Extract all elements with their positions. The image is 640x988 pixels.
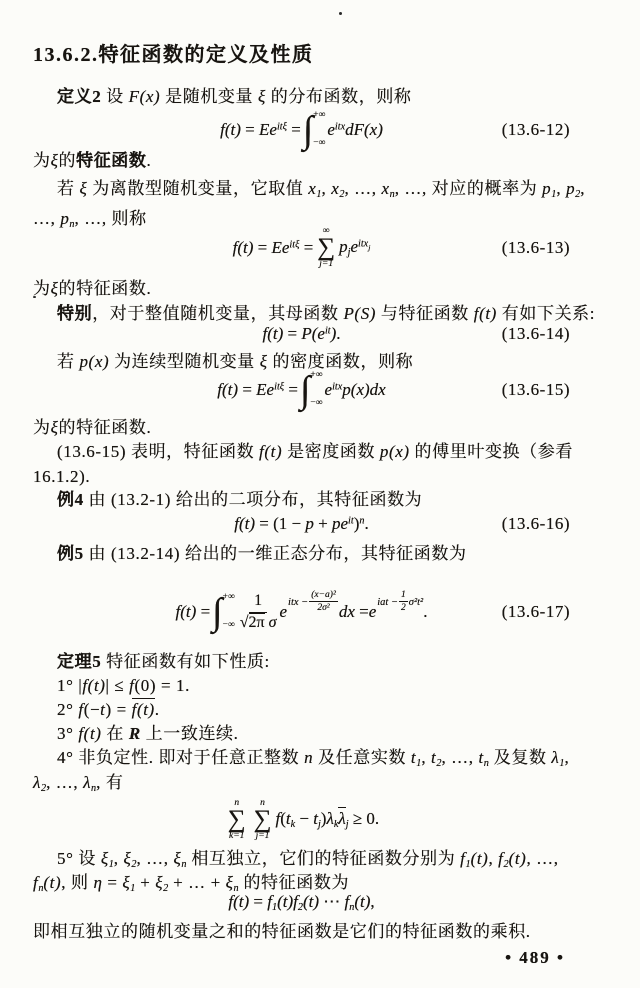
equation-product bbox=[33, 891, 570, 915]
formula-body: $f(t) = Ee^{it\xi}$ = ∫ +∞ −∞ $e^{itx}p(x)dx$ bbox=[217, 368, 386, 411]
equation-number: (13.6-14) bbox=[501, 324, 570, 343]
equation-number: (13.6-16) bbox=[501, 514, 570, 533]
equation-13-6-16 bbox=[33, 510, 570, 538]
line-discrete-case-2: …, $p_n$, …, 则称 bbox=[33, 209, 147, 231]
integral-icon: ∫ +∞ −∞ bbox=[299, 368, 323, 411]
line-property-5b: $f_n(t)$, 则 $\eta = \xi_1 + \xi_2$ + … + $\xi_n$ 的特征函数为 bbox=[33, 873, 350, 895]
equation-13-6-15 bbox=[33, 367, 570, 413]
line-characteristic-function-bold: 为ξ的特征函数. bbox=[33, 151, 152, 170]
equation-13-6-13 bbox=[33, 221, 570, 275]
equation-13-6-14 bbox=[33, 322, 570, 346]
integral-icon: ∫ +∞ −∞ bbox=[212, 590, 235, 633]
line-definition-2: 定义2 设 F(x) 是随机变量 ξ 的分布函数，则称 bbox=[57, 87, 412, 106]
line-theorem-5: 定理5 特征函数有如下性质: bbox=[57, 652, 270, 671]
formula-body: $f(t) = P(e^{it})$. bbox=[262, 324, 341, 343]
sum-icon: n ∑ k=1 bbox=[227, 797, 246, 841]
line-property-2: 2° f(−t) = f(t). bbox=[57, 700, 160, 719]
section-title: 13.6.2.特征函数的定义及性质 bbox=[33, 44, 314, 66]
line-integer-valued: 特别，对于整值随机变量，其母函数 P(S) 与特征函数 f(t) 有如下关系: bbox=[57, 304, 596, 323]
fraction: $\frac{1}{\text{√2π σ}}$ bbox=[239, 592, 277, 631]
exponent-fraction: $\frac{1}{2}$ bbox=[401, 590, 406, 613]
exponent: itx − $\frac{\text{(x−a)²}}{\text{2σ²}}$ bbox=[288, 590, 336, 613]
page-number: • 489 • bbox=[505, 948, 565, 967]
formula-body: $f(t) = (1 - p + pe^{it})^n$. bbox=[234, 514, 369, 533]
exponent: iat − $\frac{1}{2}$ σ²t² bbox=[377, 590, 424, 613]
line-property-4b: $\lambda_2$, …, $\lambda_n$, 有 bbox=[33, 773, 124, 795]
line-product-conclusion: 即相互独立的随机变量之和的特征函数是它们的特征函数的乘积. bbox=[33, 922, 531, 941]
formula-body: $f(t) = f_1(t)f_2(t)$ ⋯ $f_n(t)$, bbox=[228, 892, 375, 914]
scan-artifact-dot bbox=[339, 12, 342, 15]
line-characteristic-function-2: 为ξ的特征函数. bbox=[33, 279, 152, 298]
line-property-4a: 4° 非负定性. 即对于任意正整数 n 及任意实数 $t_1$, $t_2$, …, $t_n$ 及复数 $\lambda_1$, bbox=[57, 748, 570, 770]
equation-number: (13.6-17) bbox=[501, 602, 570, 621]
equation-nonnegative-definite bbox=[33, 793, 570, 847]
sum-icon: ∞ ∑ j=1 bbox=[317, 225, 336, 269]
line-characteristic-function-3: 为ξ的特征函数. bbox=[33, 418, 152, 437]
equation-number: (13.6-15) bbox=[501, 380, 570, 399]
integral-icon: ∫ +∞ −∞ bbox=[302, 108, 326, 151]
exponent-fraction: $\frac{\text{(x−a)²}}{\text{2σ²}}$ bbox=[311, 590, 336, 613]
line-fourier-remark-1: (13.6-15) 表明，特征函数 f(t) 是密度函数 p(x) 的傅里叶变换（参看 bbox=[57, 442, 573, 461]
line-example-4: 例4 由 (13.2-1) 给出的二项分布，其特征函数为 bbox=[57, 490, 423, 509]
sum-icon: n ∑ j=1 bbox=[253, 797, 272, 841]
line-property-3: 3° f(t) 在 R 上一致连续. bbox=[57, 724, 239, 743]
equation-13-6-12 bbox=[33, 107, 570, 153]
equation-number: (13.6-12) bbox=[501, 120, 570, 139]
formula-body: $f(t) = Ee^{it\xi}$ = ∫ +∞ −∞ $e^{itx}dF(x)$ bbox=[220, 108, 383, 151]
line-fourier-remark-2: 16.1.2). bbox=[33, 467, 91, 486]
line-property-5a: 5° 设 $\xi_1$, $\xi_2$, …, $\xi_n$ 相互独立，它们的特征函数分别为 $f_1(t)$, $f_2(t)$, …, bbox=[57, 849, 559, 871]
line-density-intro: 若 p(x) 为连续型随机变量 ξ 的密度函数，则称 bbox=[57, 352, 414, 371]
equation-number: (13.6-13) bbox=[501, 238, 570, 257]
formula-body: n ∑ k=1 n ∑ j=1 $f(t_k - t_j)\lambda_k\lambda_j \ge 0$. bbox=[227, 797, 380, 841]
formula-body: $f(t) = Ee^{it\xi}$ = ∞ ∑ j=1 $p_je^{itx}j$ bbox=[232, 225, 371, 269]
line-example-5: 例5 由 (13.2-14) 给出的一维正态分布，其特征函数为 bbox=[57, 544, 467, 563]
line-discrete-case-1: 若 ξ 为离散型随机变量，它取值 $x_1$, $x_2$, …, $x_n$, …, 对应的概率为 $p_1$, $p_2$, bbox=[57, 179, 586, 201]
formula-body: f(t) = ∫ +∞ −∞ $\frac{1}{\text{√2π σ}}$ e itx − $\frac{\text{(x−a)²}}{\text{2σ²}}$ dx = e iat − $\frac{1}{2}$ σ²t² . bbox=[175, 590, 428, 633]
equation-13-6-17 bbox=[33, 578, 570, 646]
line-property-1: 1° |f(t)| ≤ f(0) = 1. bbox=[57, 676, 190, 695]
